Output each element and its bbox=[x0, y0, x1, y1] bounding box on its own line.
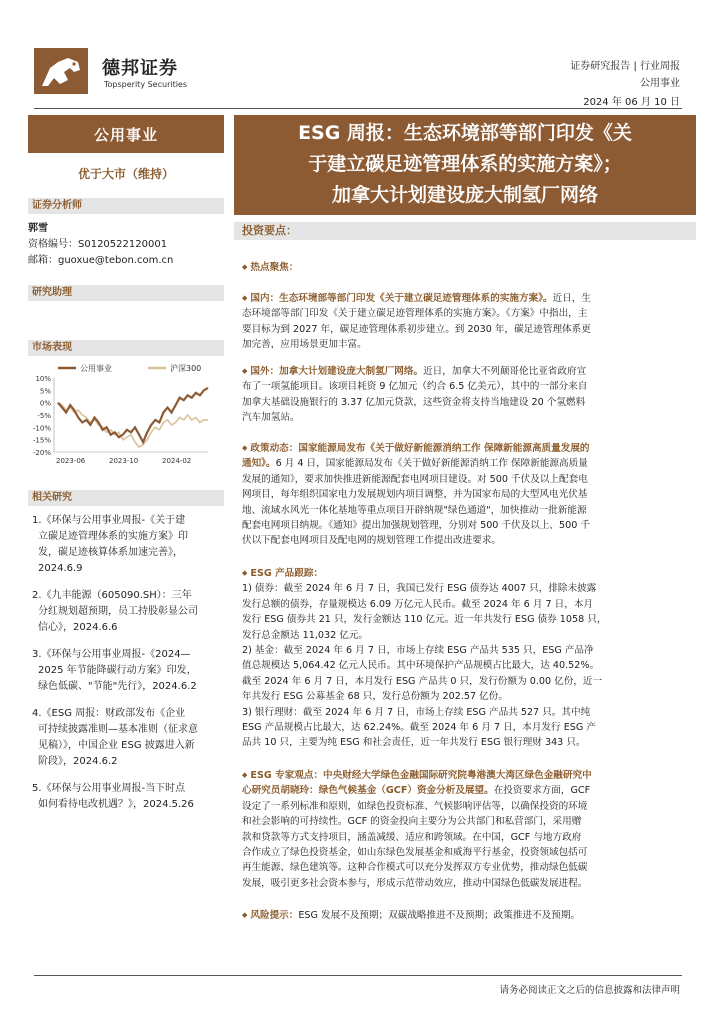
related-item-line[interactable]: 绿色低碳、"节能"先行》，2024.6.2 bbox=[38, 681, 197, 692]
expert-line: 款和贷款等方式支持项目，涵盖减缓、适应和跨领域。在中国，GCF 与地方政府 bbox=[242, 831, 582, 843]
overseas-line: 布了一项氢能项目。该项目耗资 9 亿加元（约合 6.5 亿美元），其中的一部分来自 bbox=[242, 381, 588, 393]
y-tick-label: -5% bbox=[37, 412, 51, 420]
overseas-line: 加拿大基础设施银行的 3.37 亿加元贷款，这些资金将支持当地建设 20 个氢燃料 bbox=[242, 396, 586, 408]
related-item-line[interactable]: 立碳足迹管理体系的实施方案》印 bbox=[38, 531, 188, 542]
related-item-line[interactable]: 发，碳足迹核算体系加速完善》， bbox=[38, 547, 183, 558]
related-item-line[interactable]: 1.《环保与公用事业周报-《关于建 bbox=[32, 515, 186, 526]
chart-axes bbox=[33, 375, 208, 465]
risk-text: ESG 发展不及预期；双碳战略推进不及预期；政策推进不及预期。 bbox=[298, 910, 581, 921]
x-tick-label: 2023-06 bbox=[56, 457, 86, 465]
title-line-2: 于建立碳足迹管理体系的实施方案》； bbox=[308, 153, 622, 175]
risk-paragraph bbox=[242, 908, 688, 923]
related-item-line[interactable]: 如何看待电改机遇？》，2024.5.26 bbox=[38, 799, 194, 810]
related-item-line[interactable]: 见稿）》，中国企业 ESG 披露进入新 bbox=[38, 740, 195, 751]
y-tick-label: 5% bbox=[39, 387, 51, 396]
overseas-lead: ◆ 国外：加拿大计划建设庞大制氢厂网络。 bbox=[242, 366, 423, 377]
hot-topics-label: ◆ 热点聚焦： bbox=[242, 262, 298, 273]
expert-line: 在投资要求方面，GCF bbox=[493, 785, 591, 797]
esg-products-line: 1) 债券：截至 2024 年 6 月 7 日，我国已发行 ESG 债券达 4007 只，排除未披露 bbox=[242, 583, 597, 595]
esg-products-line: ESG 产品规模占比最大，达 62.24%。截至 2024 年 6 月 7 日，本月发行 ESG 产 bbox=[242, 722, 596, 734]
expert-line: 发展，吸引更多社会资本参与，形成示范带动效应，推动中国绿色低碳发展进程。 bbox=[242, 877, 588, 889]
policy-line: 伏以下配套电网项目及配电网的规划管理工作提出改进要求。 bbox=[242, 535, 502, 547]
policy-paragraph bbox=[242, 441, 688, 549]
expert-lead: ◆ ESG 专家观点：中央财经大学绿色金融国际研究院粤港澳大湾区绿色金融研究中 bbox=[242, 770, 592, 781]
esg-products-line: 发行总金额达 11,032 亿元。 bbox=[242, 629, 369, 641]
related-item-line[interactable]: 2024.6.9 bbox=[38, 563, 83, 574]
hot-topics-heading bbox=[242, 260, 688, 275]
overseas-paragraph bbox=[242, 364, 688, 426]
policy-line: 地、流域水风光一体化基地等重点项目开辟纳规"绿色通道"，加快推动一批新能源 bbox=[242, 504, 587, 516]
domestic-line: 要目标为到 2027 年，碳足迹管理体系初步建立。到 2030 年，碳足迹管理体系更 bbox=[242, 323, 591, 335]
chart-legend bbox=[58, 363, 201, 373]
related-item-line[interactable]: 可持续披露准则—基本准则（征求意 bbox=[38, 724, 198, 735]
report-type: 证券研究报告 | 行业周报 bbox=[570, 61, 680, 72]
market-performance-chart bbox=[28, 360, 224, 470]
expert-line: 设定了一系列标准和原则，如绿色投资标准、气候影响评估等，以确保投资的环境 bbox=[242, 800, 588, 812]
rating: 优于大市（维持） bbox=[77, 167, 174, 181]
y-tick-label: -20% bbox=[32, 449, 51, 457]
policy-line: 6 月 4 日，国家能源局发布《关于做好新能源消纳工作 保障新能源高质量 bbox=[275, 458, 588, 470]
investment-heading: 投资要点： bbox=[234, 222, 696, 240]
y-tick-label: 0% bbox=[39, 399, 51, 408]
analyst-license: 资格编号：S0120522120001 bbox=[28, 239, 168, 250]
y-tick-label: 10% bbox=[35, 375, 51, 383]
sector-badge: 公用事业 bbox=[28, 115, 224, 153]
x-tick-label: 2023-10 bbox=[109, 457, 139, 465]
esg-products-line: 3) 银行理财：截至 2024 年 6 月 7 日，市场上存续 ESG 产品共 527 只。其中纯 bbox=[242, 706, 591, 718]
related-item-line[interactable]: 2025 年节能降碳行动方案》印发， bbox=[38, 665, 197, 676]
domestic-line: 加完善，应用场景更加丰富。 bbox=[242, 339, 367, 351]
expert-line: 合作成立了绿色投资基金，如山东绿色发展基金和威海平行基金，投资领域包括可 bbox=[242, 847, 588, 859]
footer-divider bbox=[34, 975, 682, 976]
domestic-lead: ◆ 国内：生态环境部等部门印发《关于建立碳足迹管理体系的实施方案》。 bbox=[242, 293, 553, 304]
analyst-name: 郭雪 bbox=[28, 223, 48, 234]
policy-line: 网项目，每年组织国家电力发展规划内项目调整，并为国家布局的大型风电光伏基 bbox=[242, 489, 588, 501]
esg-products-line: 发行总额的债券，存量规模达 6.09 万亿元人民币。截至 2024 年 6 月 7 日，本月 bbox=[242, 598, 594, 610]
legend-label: 沪深300 bbox=[170, 364, 202, 373]
related-item-line[interactable]: 4.《ESG 周报：财政部发布《企业 bbox=[32, 708, 186, 719]
domestic-line: 态环境部等部门印发《关于建立碳足迹管理体系的实施方案》。《方案》中指出，主 bbox=[242, 308, 588, 320]
title-line-3: 加拿大计划建设庞大制氢厂网络 bbox=[331, 184, 598, 206]
overseas-line: 近日，加拿大不列颠哥伦比亚省政府宣 bbox=[423, 366, 587, 377]
esg-products-line: 品共 10 只，主要为纯 ESG 和社会责任，近一年共发行 ESG 银行理财 343 只。 bbox=[242, 737, 586, 749]
related-item-line[interactable]: 分红规划超预期，员工持股彰显公司 bbox=[38, 606, 198, 617]
esg-products-line: 值总规模达 5,064.42 亿元人民币。其中环境保护产品规模占比最大，达 40.52%。 bbox=[242, 660, 600, 672]
report-date: 2024 年 06 月 10 日 bbox=[583, 97, 680, 108]
logo-subtext: Topsperity Securities bbox=[104, 80, 188, 89]
risk-lead: ◆ 风险提示： bbox=[242, 910, 298, 921]
related-item-line[interactable]: 3.《环保与公用事业周报-《2024— bbox=[32, 649, 191, 660]
analyst-email[interactable]: 邮箱：guoxue@tebon.com.cn bbox=[28, 255, 174, 266]
related-item-line[interactable]: 阶段》，2024.6.2 bbox=[38, 756, 118, 767]
assistant-heading: 研究助理 bbox=[28, 285, 224, 301]
title-line-1: ESG 周报：生态环境部等部门印发《关 bbox=[298, 122, 632, 144]
expert-line: 和社会影响的可持续性。GCF 的资金投向主要分为公共部门和私营部门，采用赠 bbox=[242, 816, 582, 828]
expert-paragraph bbox=[242, 768, 688, 891]
expert-lead-cont: 心研究员胡晓玲：绿色气候基金（GCF）资金分析及展望。 bbox=[242, 785, 494, 797]
series-line-csi300 bbox=[58, 403, 208, 447]
y-tick-label: -15% bbox=[32, 436, 51, 445]
analyst-heading: 证券分析师 bbox=[28, 198, 224, 214]
report-title bbox=[234, 115, 696, 215]
policy-line: 发展的通知》，要求加快推进新能源配套电网项目建设。对 500 千伏及以上配套电 bbox=[242, 473, 588, 485]
esg-products-line: 年共发行 ESG 公募基金 68 只，发行总份额为 202.57 亿份。 bbox=[242, 691, 508, 703]
y-tick-label: -10% bbox=[32, 424, 51, 433]
related-heading: 相关研究 bbox=[28, 490, 224, 506]
header-divider bbox=[34, 108, 682, 109]
esg-products-paragraph bbox=[242, 566, 688, 751]
esg-products-lead: ◆ ESG 产品跟踪： bbox=[242, 568, 323, 579]
footer-disclaimer: 请务必阅读正文之后的信息披露和法律声明 bbox=[499, 985, 680, 996]
policy-lead: ◆ 政策动态：国家能源局发布《关于做好新能源消纳工作 保障新能源高质量发展的 bbox=[242, 443, 590, 454]
policy-lead-cont: 通知》。 bbox=[242, 458, 276, 470]
logo-text: 德邦证券 bbox=[102, 58, 178, 79]
expert-line: 再生能源、绿色建筑等。这种合作模式可以充分发挥双方专业优势，推动绿色低碳 bbox=[242, 862, 588, 874]
legend-label: 公用事业 bbox=[80, 364, 112, 373]
header-sector: 公用事业 bbox=[640, 78, 680, 89]
esg-products-line: 发行 ESG 债券共 21 只，发行金额达 110 亿元。近一年共发行 ESG 债券 1058 只， bbox=[242, 614, 607, 626]
policy-line: 配套电网项目纳规。《通知》提出加强规划管理，分别对 500 千伏及以上、500 千 bbox=[242, 520, 590, 532]
logo-icon bbox=[34, 48, 88, 94]
chart-series bbox=[58, 388, 208, 447]
related-item-line[interactable]: 信心》，2024.6.6 bbox=[38, 622, 118, 633]
series-line-utilities bbox=[58, 388, 208, 442]
market-heading: 市场表现 bbox=[28, 340, 224, 356]
domestic-paragraph bbox=[242, 291, 688, 353]
domestic-line: 近日，生 bbox=[552, 293, 591, 304]
esg-products-line: 2) 基金：截至 2024 年 6 月 7 日，市场上存续 ESG 产品共 535 只，ESG 产品净 bbox=[242, 645, 594, 657]
x-tick-label: 2024-02 bbox=[162, 457, 192, 465]
esg-products-line: 截至 2024 年 6 月 7 日，本月发行 ESG 产品共 0 只，发行份额为 0.00 亿份，近一 bbox=[242, 675, 603, 687]
related-item-line[interactable]: 5.《环保与公用事业周报-当下时点 bbox=[32, 783, 186, 794]
related-item-line[interactable]: 2.《九丰能源（605090.SH）：三年 bbox=[32, 590, 192, 601]
overseas-line: 汽车加氢站。 bbox=[242, 412, 300, 424]
